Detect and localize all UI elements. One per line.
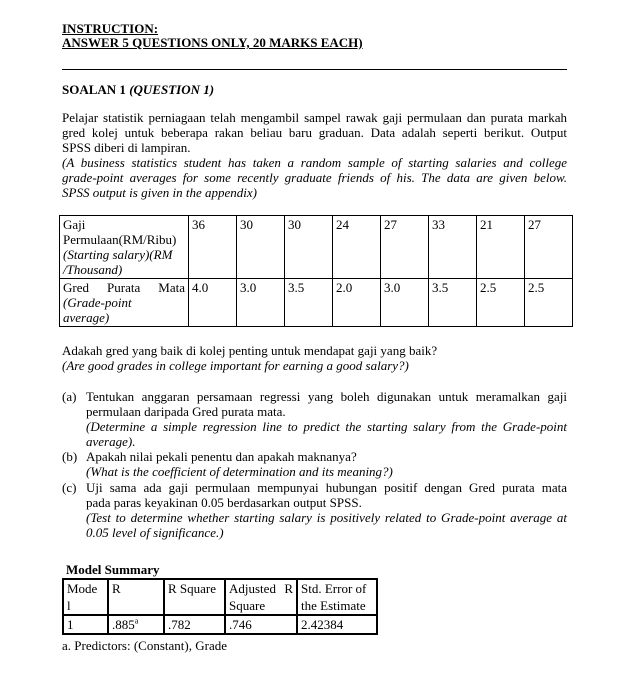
- intro-ms-line: Pelajar statistik perniagaan telah mengambil sampel rawak gaji permulaan dan purata markah: [62, 110, 567, 125]
- label-word: Purata: [107, 280, 141, 295]
- part-c-ms-line: Uji sama ada gaji permulaan mempunyai hubungan positif dengan Gred purata mata: [86, 480, 567, 495]
- header-std-error: [297, 579, 377, 615]
- model-summary-footnote: a. Predictors: (Constant), Grade: [62, 638, 227, 653]
- label-word: Mata: [158, 280, 185, 295]
- question-heading: [62, 82, 214, 97]
- table-row: [63, 579, 377, 615]
- part-a: [62, 389, 567, 449]
- label-line: Permulaan(RM/Ribu): [63, 232, 177, 247]
- prompt-ms: Adakah gred yang baik di kolej penting untuk mendapat gaji yang baik?: [62, 343, 438, 358]
- part-a-en-line: (Determine a simple regression line to predict the starting salary from the Grade-point: [86, 419, 567, 434]
- table-cell: 24: [333, 216, 381, 279]
- instruction-text: ANSWER 5 QUESTIONS ONLY, 20 MARKS EACH): [62, 35, 363, 50]
- prompt-en: (Are good grades in college important for earning a good salary?): [62, 358, 409, 373]
- table-cell: 33: [429, 216, 477, 279]
- part-a-label: (a): [62, 389, 77, 404]
- header-line: Std. Error of: [301, 581, 367, 596]
- cell-r-square: .782: [164, 615, 225, 634]
- table-cell: 30: [237, 216, 285, 279]
- part-c-en-line: (Test to determine whether starting salary is positively related to Grade-point average at: [86, 510, 567, 525]
- intro-ms-line: SPSS diberi di lampiran.: [62, 140, 191, 155]
- header-line: Mode: [67, 581, 98, 596]
- header-line: Square: [229, 598, 266, 613]
- table-cell: 36: [189, 216, 237, 279]
- label-word: Gred: [63, 280, 89, 295]
- header-r-square: R Square: [164, 579, 225, 615]
- instruction-title: INSTRUCTION:: [62, 21, 159, 36]
- label-line: [63, 280, 185, 295]
- r-footnote-marker: a: [134, 616, 139, 626]
- header-line: l: [67, 598, 71, 613]
- part-b: [62, 449, 567, 479]
- header-adjusted: [225, 579, 297, 615]
- question-heading-en: (QUESTION 1): [129, 82, 215, 97]
- label-line: (Starting salary)(RM: [63, 247, 173, 262]
- part-a-en-line: average).: [86, 434, 136, 449]
- part-b-label: (b): [62, 449, 78, 464]
- table-cell: 4.0: [189, 279, 237, 327]
- table-cell: 2.0: [333, 279, 381, 327]
- part-c-label: (c): [62, 480, 77, 495]
- intro-en-line: grade-point averages for some recently graduate friends of his. The data are given below.: [62, 170, 567, 185]
- header-line: the Estimate: [301, 598, 366, 613]
- table-cell: 3.5: [285, 279, 333, 327]
- table-row: [60, 279, 573, 327]
- table-cell: 3.5: [429, 279, 477, 327]
- header-r: R: [108, 579, 164, 615]
- part-a-ms-line: permulaan daripada Gred purata mata.: [86, 404, 286, 419]
- part-b-ms-line: Apakah nilai pekali penentu dan apakah maknanya?: [86, 449, 357, 464]
- label-line: average): [63, 310, 110, 325]
- table-cell: 21: [477, 216, 525, 279]
- header-model: [63, 579, 108, 615]
- data-table: [59, 215, 573, 327]
- intro-paragraph: [62, 110, 567, 200]
- table-cell: 30: [285, 216, 333, 279]
- intro-en-line: (A business statistics student has taken a random sample of starting salaries and college: [62, 155, 567, 170]
- table-cell: 2.5: [525, 279, 573, 327]
- header-line: [229, 580, 293, 597]
- table-row: [60, 216, 573, 279]
- table-cell: 27: [525, 216, 573, 279]
- row-label-salary: [60, 216, 189, 279]
- part-b-en-line: (What is the coefficient of determination and its meaning?): [86, 464, 393, 479]
- cell-std-error: 2.42384: [297, 615, 377, 634]
- part-c-en-line: 0.05 level of significance.): [86, 525, 224, 540]
- label-line: Gaji: [63, 217, 86, 232]
- table-cell: 27: [381, 216, 429, 279]
- table-row: [63, 615, 377, 634]
- label-line: /Thousand): [63, 262, 123, 277]
- r-value: .885: [112, 617, 135, 632]
- divider: [62, 69, 567, 70]
- question-heading-ms: SOALAN 1: [62, 82, 126, 97]
- header-word: Adjusted: [229, 581, 276, 596]
- intro-ms-line: gred kolej untuk beberapa rakan beliau baru graduan. Data adalah seperti berikut. Output: [62, 125, 567, 140]
- part-c: [62, 480, 567, 540]
- cell-r: [108, 615, 164, 634]
- label-line: (Grade-point: [63, 295, 132, 310]
- model-summary-title: Model Summary: [66, 562, 160, 577]
- part-a-ms-line: Tentukan anggaran persamaan regressi yang boleh digunakan untuk meramalkan gaji: [86, 389, 567, 404]
- table-cell: 2.5: [477, 279, 525, 327]
- row-label-grade: [60, 279, 189, 327]
- header-word: R: [284, 581, 293, 596]
- table-cell: 3.0: [381, 279, 429, 327]
- table-cell: 3.0: [237, 279, 285, 327]
- cell-model: 1: [63, 615, 108, 634]
- part-c-ms-line: pada paras keyakinan 0.05 berdasarkan output SPSS.: [86, 495, 362, 510]
- cell-adjusted: .746: [225, 615, 297, 634]
- model-summary-table: [62, 578, 378, 635]
- intro-en-line: SPSS output is given in the appendix): [62, 185, 257, 200]
